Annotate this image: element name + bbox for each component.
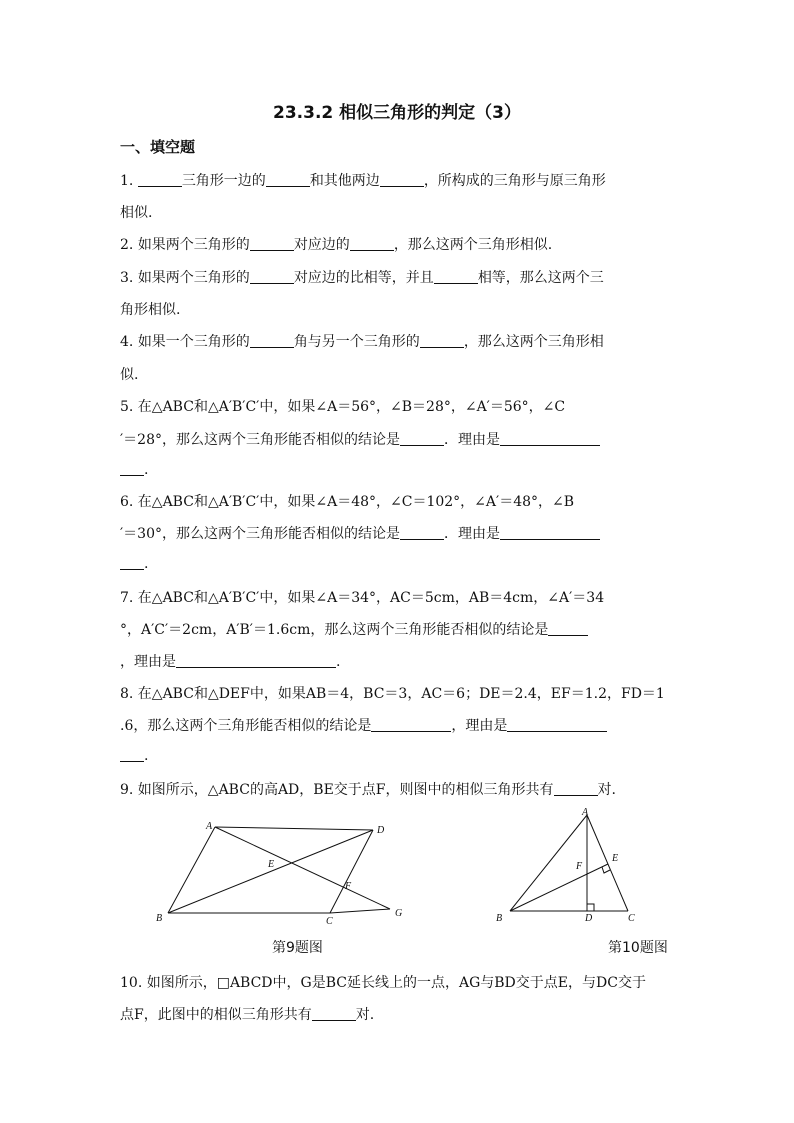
question-text: 和其他两边	[309, 173, 380, 189]
fig9-label-g: G	[395, 908, 403, 919]
question-text: 三角形一边的	[181, 173, 266, 189]
question-text: .	[144, 462, 149, 478]
question-6-line-2	[120, 523, 680, 543]
blank[interactable]	[507, 717, 607, 732]
question-text: 对.	[597, 782, 616, 798]
fig9-label-a: A	[206, 821, 213, 832]
question-4-line-1	[120, 331, 680, 351]
question-10-line-1: 10. 如图所示，□ABCD中，G是BC延长线上的一点，AG与BD交于点E，与DC交于	[120, 975, 646, 991]
question-6-line-3	[120, 555, 680, 572]
question-3-line-2: 角形相似.	[120, 302, 181, 318]
fig9-label-e: E	[268, 859, 275, 870]
question-text: ，理由是	[451, 718, 508, 734]
blank[interactable]	[250, 236, 294, 251]
blank[interactable]	[176, 653, 336, 668]
blank[interactable]	[371, 717, 451, 732]
question-text: ．理由是	[444, 432, 500, 448]
question-text: 角与另一个三角形的	[293, 334, 420, 350]
question-number: 2.	[120, 237, 134, 253]
blank[interactable]	[500, 525, 600, 540]
blank[interactable]	[400, 525, 444, 540]
question-3-line-1	[120, 267, 680, 287]
segment-ag	[215, 827, 390, 909]
figure-10-diagram	[490, 805, 650, 930]
question-text: .	[144, 748, 149, 764]
question-1-line-2: 相似.	[120, 205, 153, 221]
figure-9-caption: 第9题图	[272, 940, 323, 956]
blank[interactable]	[120, 747, 144, 762]
blank[interactable]	[120, 555, 144, 570]
fig10-label-f: F	[576, 861, 583, 872]
question-5-line-1: 5. 在△ABC和△A′B′C′中，如果∠A＝56°，∠B＝28°，∠A′＝56°，∠C	[120, 399, 566, 415]
question-text: ′＝30°，那么这两个三角形能否相似的结论是	[120, 526, 400, 542]
question-text: 如果两个三角形的	[137, 270, 250, 286]
question-8-line-1: 8. 在△ABC和△DEF中，如果AB＝4，BC＝3，AC＝6；DE＝2.4，EF＝1.2，FD＝1	[120, 686, 665, 702]
fig10-label-e: E	[612, 853, 619, 864]
segment-bd	[168, 830, 373, 913]
segment-cg	[330, 909, 390, 913]
question-8-line-2	[120, 715, 680, 735]
question-number: 1.	[120, 173, 134, 189]
blank[interactable]	[420, 333, 464, 348]
question-text: ，那么这两个三角形相	[463, 334, 604, 350]
segment-dc	[330, 830, 373, 913]
question-text: 对应边的比相等，并且	[293, 270, 434, 286]
figure-9-diagram	[150, 815, 410, 930]
question-text: 对应边的	[293, 237, 350, 253]
question-text: ．理由是	[444, 526, 500, 542]
segment-ac	[587, 815, 628, 911]
question-text: 如果两个三角形的	[137, 237, 250, 253]
right-angle-mark-d	[587, 904, 594, 911]
fig9-label-c: C	[326, 916, 333, 927]
question-5-line-3	[120, 461, 680, 478]
figure-10-caption: 第10题图	[608, 940, 668, 956]
blank[interactable]	[120, 461, 144, 476]
question-number: 4.	[120, 334, 134, 350]
question-text: .	[336, 654, 341, 670]
segment-ad	[215, 827, 373, 830]
question-7-line-1: 7. 在△ABC和△A′B′C′中，如果∠A＝34°，AC＝5cm，AB＝4cm，∠A′＝34	[120, 590, 605, 606]
question-text: 点F，此图中的相似三角形共有	[120, 1007, 312, 1023]
right-angle-mark-e	[602, 867, 610, 873]
question-text: °，A′C′＝2cm，A′B′＝1.6cm，那么这两个三角形能否相似的结论是	[120, 622, 549, 638]
fig9-label-d: D	[377, 825, 385, 836]
question-text: ，理由是	[120, 654, 176, 670]
fig10-label-d: D	[585, 913, 593, 924]
question-1-line-1	[120, 170, 680, 190]
question-7-line-3	[120, 651, 680, 671]
segment-ab	[168, 827, 215, 913]
blank[interactable]	[554, 781, 598, 796]
question-5-line-2	[120, 429, 680, 449]
question-10-line-2	[120, 1004, 680, 1024]
blank[interactable]	[266, 172, 310, 187]
blank[interactable]	[250, 269, 294, 284]
question-4-line-2: 似.	[120, 367, 139, 383]
blank[interactable]	[250, 333, 294, 348]
question-9	[120, 779, 680, 799]
question-text: ，所构成的三角形与原三角形	[423, 173, 606, 189]
blank[interactable]	[312, 1006, 356, 1021]
page-title: 23.3.2 相似三角形的判定（3）	[273, 103, 521, 123]
fig10-label-a: A	[582, 807, 589, 818]
blank[interactable]	[548, 621, 588, 636]
question-text: ，那么这两个三角形相似.	[393, 237, 553, 253]
question-text: 9. 如图所示，△ABC的高AD，BE交于点F，则图中的相似三角形共有	[120, 782, 554, 798]
question-text: 如果一个三角形的	[137, 334, 250, 350]
section-heading: 一、填空题	[120, 138, 196, 156]
blank[interactable]	[400, 431, 444, 446]
question-6-line-1: 6. 在△ABC和△A′B′C′中，如果∠A＝48°，∠C＝102°，∠A′＝48°，∠B	[120, 494, 575, 510]
blank[interactable]	[138, 172, 182, 187]
fig9-label-b: B	[156, 913, 163, 924]
question-text: 相等，那么这两个三	[477, 270, 604, 286]
blank[interactable]	[500, 431, 600, 446]
question-text: 对.	[355, 1007, 375, 1023]
blank[interactable]	[434, 269, 478, 284]
question-text: .6，那么这两个三角形能否相似的结论是	[120, 718, 372, 734]
fig9-label-f: F	[345, 881, 352, 892]
blank[interactable]	[350, 236, 394, 251]
question-text: ′＝28°，那么这两个三角形能否相似的结论是	[120, 432, 400, 448]
question-8-line-3	[120, 747, 680, 764]
question-2	[120, 234, 680, 254]
question-number: 3.	[120, 270, 134, 286]
question-text: .	[144, 556, 149, 572]
fig10-label-c: C	[628, 913, 635, 924]
blank[interactable]	[380, 172, 424, 187]
question-7-line-2	[120, 619, 680, 639]
fig10-label-b: B	[496, 913, 503, 924]
